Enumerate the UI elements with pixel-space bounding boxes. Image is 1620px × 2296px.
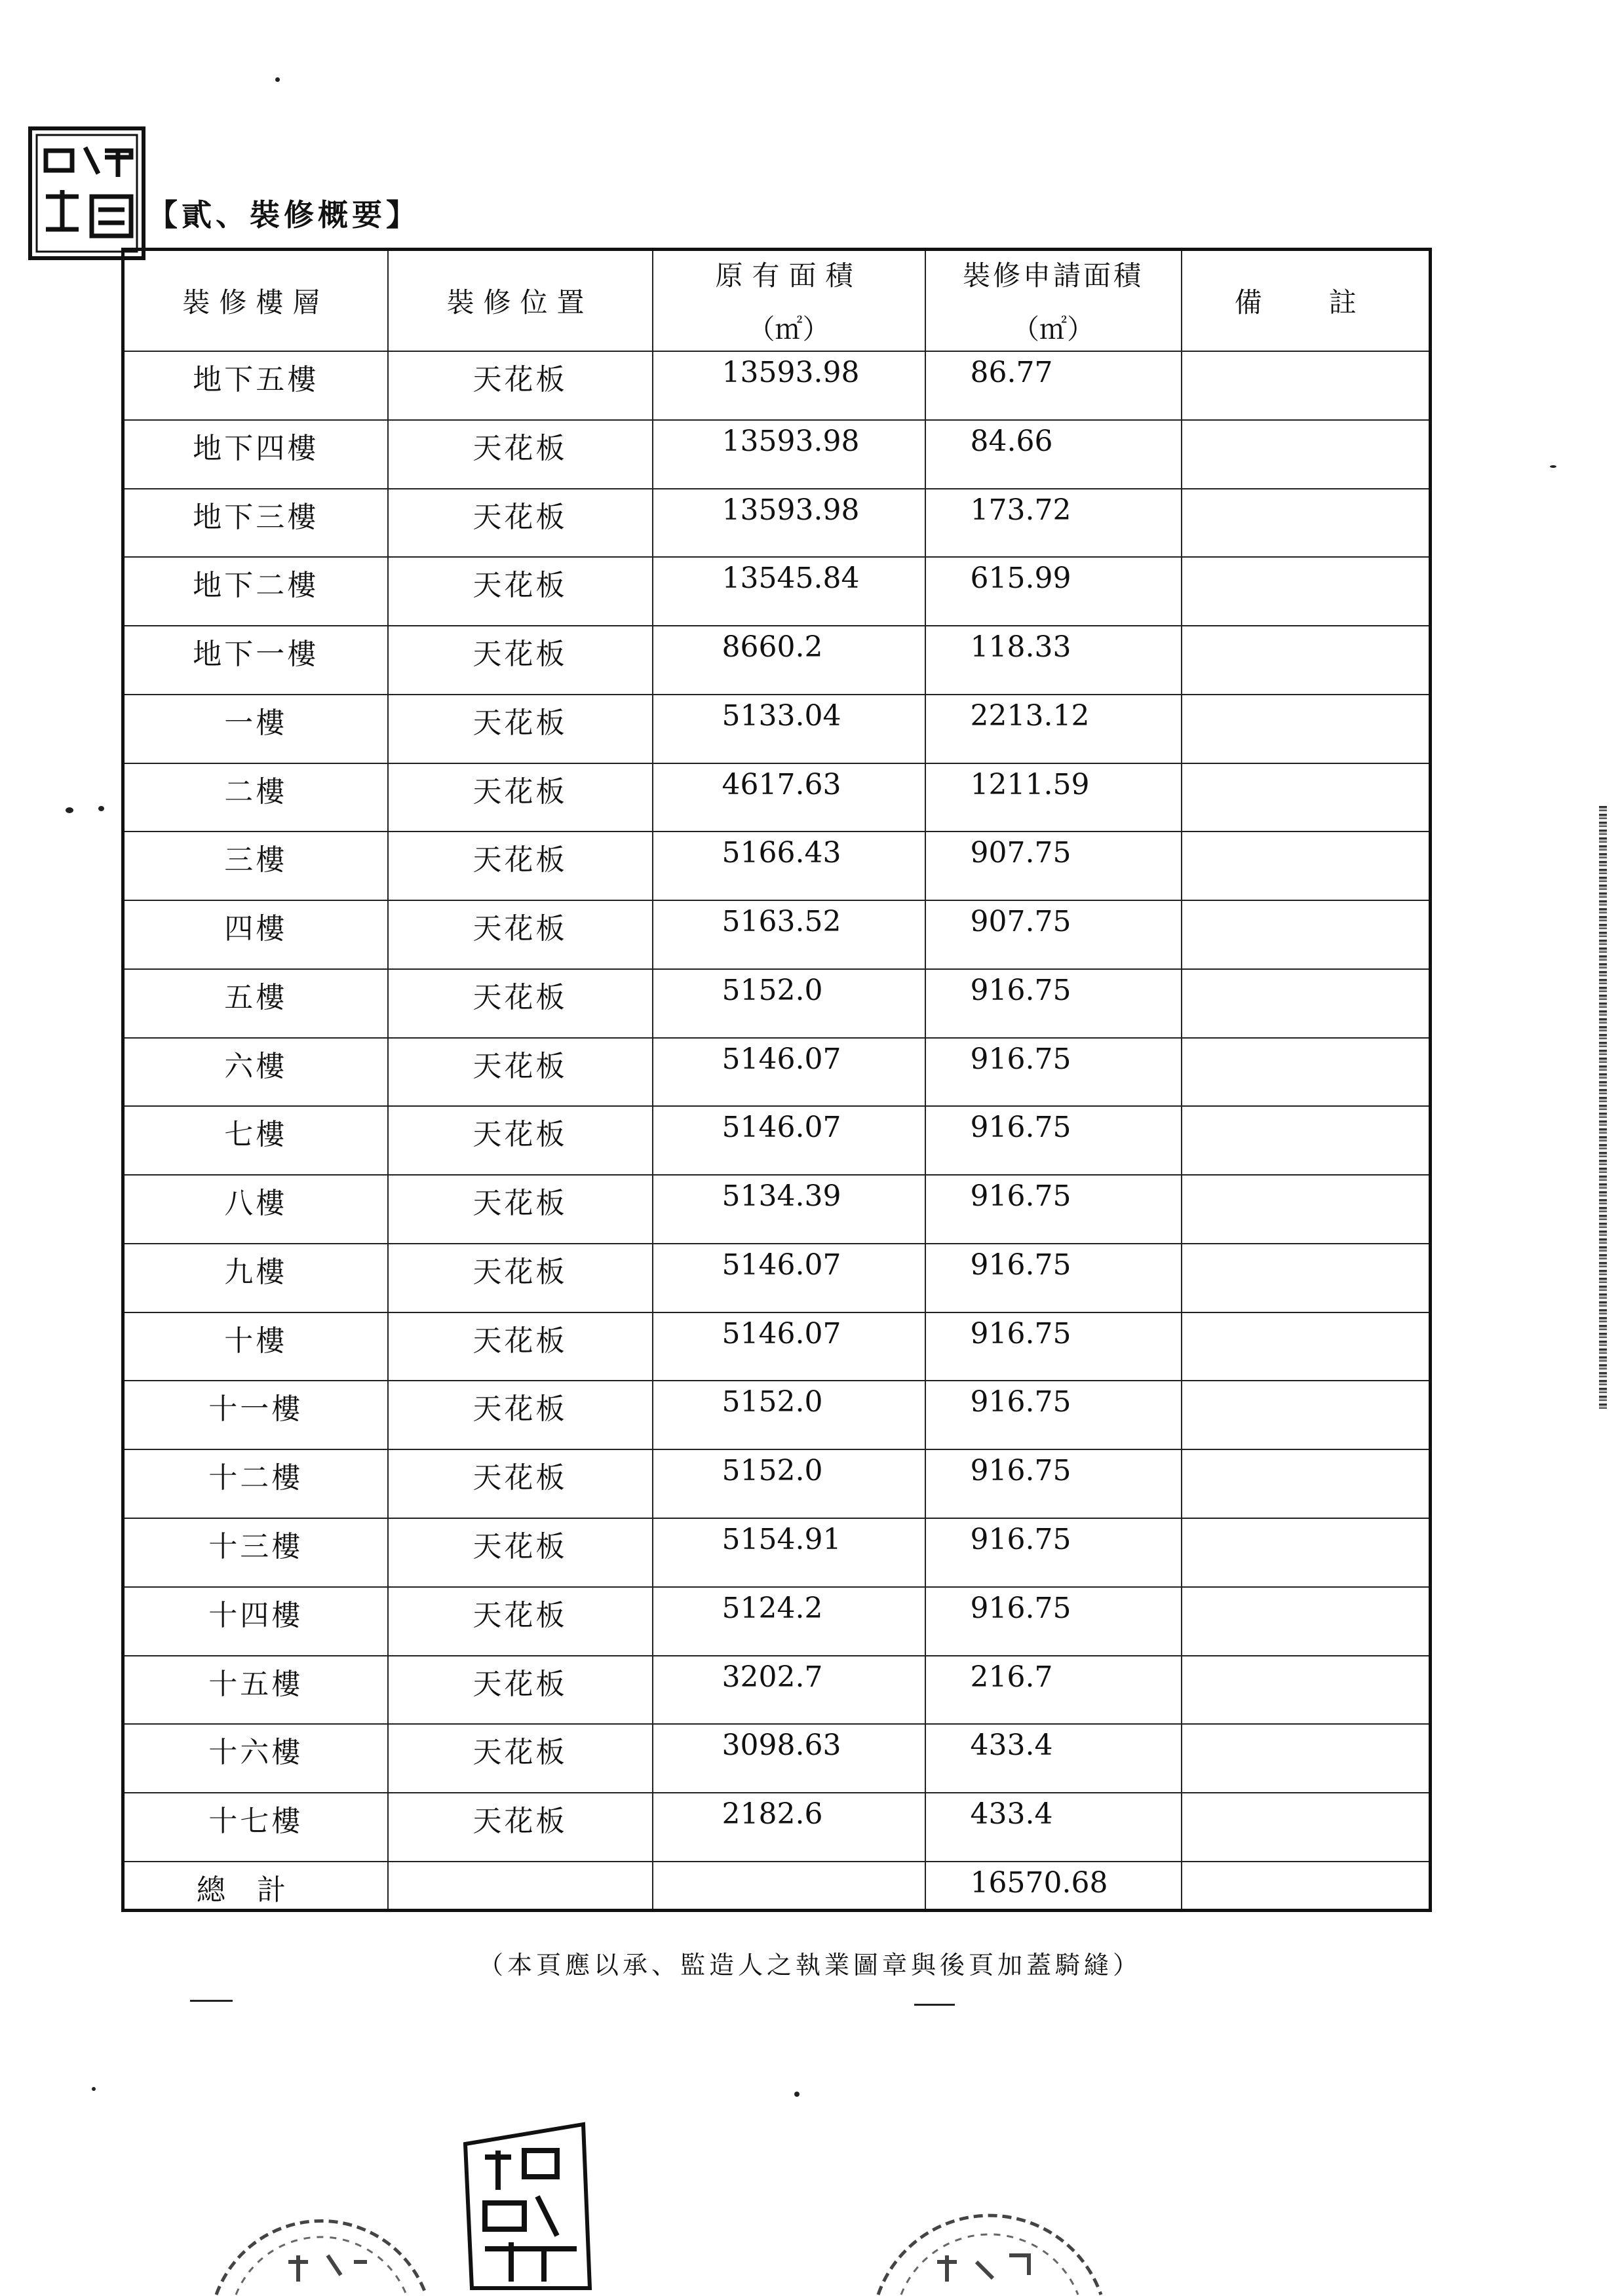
footnote: （本頁應以承、監造人之執業圖章與後頁加蓋騎縫） (478, 1951, 1142, 1980)
applied-area-cell: 907.75 (925, 900, 1182, 969)
original-area-cell: 5163.52 (653, 900, 925, 969)
divider (190, 2000, 233, 2002)
table-row (123, 1587, 1431, 1656)
header-applied-area (925, 250, 1182, 352)
applied-area-cell: 916.75 (925, 1312, 1182, 1381)
table-row (123, 900, 1431, 969)
table-row (123, 1312, 1431, 1381)
header-original-area (653, 250, 925, 352)
table-row (123, 1656, 1431, 1725)
square-seal-icon (459, 2110, 596, 2296)
original-area-cell: 13593.98 (653, 489, 925, 558)
applied-area-cell: 173.72 (925, 489, 1182, 558)
remark-cell (1182, 832, 1431, 900)
position-cell: 天花板 (388, 1518, 653, 1587)
renovation-summary-table (121, 248, 1432, 1912)
applied-area-cell: 916.75 (925, 1587, 1182, 1656)
original-area-cell: 8660.2 (653, 626, 925, 695)
remark-cell (1182, 1175, 1431, 1244)
scan-speck (92, 2087, 96, 2091)
remark-cell (1182, 1518, 1431, 1587)
floor-cell: 十七樓 (123, 1793, 388, 1862)
position-cell: 天花板 (388, 1656, 653, 1725)
floor-cell: 地下三樓 (123, 489, 388, 558)
original-area-cell: 5146.07 (653, 1244, 925, 1312)
applied-area-cell: 916.75 (925, 1038, 1182, 1107)
remark-cell (1182, 626, 1431, 695)
position-cell: 天花板 (388, 900, 653, 969)
table-row (123, 1724, 1431, 1793)
original-area-cell: 5146.07 (653, 1312, 925, 1381)
applied-area-cell: 916.75 (925, 1518, 1182, 1587)
position-cell: 天花板 (388, 1724, 653, 1793)
original-area-cell: 4617.63 (653, 763, 925, 832)
remark-cell (1182, 351, 1431, 420)
remark-cell (1182, 763, 1431, 832)
position-cell: 天花板 (388, 351, 653, 420)
position-cell: 天花板 (388, 832, 653, 900)
applied-area-cell: 916.75 (925, 1381, 1182, 1449)
position-cell: 天花板 (388, 1106, 653, 1175)
table-row (123, 1106, 1431, 1175)
header-applied-area-unit: （㎡） (1011, 313, 1094, 345)
original-area-cell: 5133.04 (653, 695, 925, 763)
header-original-area-label: 原有面積 (715, 259, 862, 292)
position-cell: 天花板 (388, 1381, 653, 1449)
table-row (123, 763, 1431, 832)
remark-cell (1182, 420, 1431, 489)
applied-area-cell: 916.75 (925, 1244, 1182, 1312)
original-area-cell: 5124.2 (653, 1587, 925, 1656)
total-original (653, 1862, 925, 1911)
original-area-cell: 13593.98 (653, 420, 925, 489)
applied-area-cell: 916.75 (925, 969, 1182, 1038)
remark-cell (1182, 489, 1431, 558)
applied-area-cell: 916.75 (925, 1175, 1182, 1244)
remark-cell (1182, 1106, 1431, 1175)
table-row (123, 1793, 1431, 1862)
position-cell: 天花板 (388, 489, 653, 558)
remark-cell (1182, 1038, 1431, 1107)
table-row (123, 626, 1431, 695)
applied-area-cell: 84.66 (925, 420, 1182, 489)
applied-area-cell: 2213.12 (925, 695, 1182, 763)
position-cell: 天花板 (388, 969, 653, 1038)
table-row (123, 1381, 1431, 1449)
floor-cell: 一樓 (123, 695, 388, 763)
total-applied-area: 16570.68 (925, 1862, 1182, 1911)
floor-cell: 三樓 (123, 832, 388, 900)
remark-cell (1182, 1656, 1431, 1725)
floor-cell: 十一樓 (123, 1381, 388, 1449)
table-row (123, 832, 1431, 900)
applied-area-cell: 615.99 (925, 557, 1182, 626)
floor-cell: 九樓 (123, 1244, 388, 1312)
scan-speck (794, 2092, 800, 2097)
floor-cell: 十六樓 (123, 1724, 388, 1793)
floor-cell: 六樓 (123, 1038, 388, 1107)
remark-cell (1182, 969, 1431, 1038)
original-area-cell: 5154.91 (653, 1518, 925, 1587)
position-cell: 天花板 (388, 763, 653, 832)
floor-cell: 地下四樓 (123, 420, 388, 489)
applied-area-cell: 216.7 (925, 1656, 1182, 1725)
floor-cell: 八樓 (123, 1175, 388, 1244)
floor-cell: 五樓 (123, 969, 388, 1038)
total-row (123, 1862, 1431, 1911)
position-cell: 天花板 (388, 695, 653, 763)
position-cell: 天花板 (388, 1175, 653, 1244)
total-position (388, 1862, 653, 1911)
divider (914, 2004, 955, 2006)
table-row (123, 1244, 1431, 1312)
applied-area-cell: 1211.59 (925, 763, 1182, 832)
round-seal-icon (210, 2162, 433, 2296)
round-seal-icon (872, 2162, 1108, 2296)
floor-cell: 地下一樓 (123, 626, 388, 695)
remark-cell (1182, 1381, 1431, 1449)
original-area-cell: 13593.98 (653, 351, 925, 420)
applied-area-cell: 916.75 (925, 1106, 1182, 1175)
floor-cell: 四樓 (123, 900, 388, 969)
remark-cell (1182, 1587, 1431, 1656)
remark-cell (1182, 695, 1431, 763)
original-area-cell: 3098.63 (653, 1724, 925, 1793)
floor-cell: 十二樓 (123, 1449, 388, 1518)
remark-cell (1182, 557, 1431, 626)
position-cell: 天花板 (388, 1793, 653, 1862)
position-cell: 天花板 (388, 420, 653, 489)
table-row (123, 489, 1431, 558)
table-row (123, 1038, 1431, 1107)
position-cell: 天花板 (388, 1038, 653, 1107)
section-title: 【貳、裝修概要】 (147, 197, 420, 233)
applied-area-cell: 907.75 (925, 832, 1182, 900)
floor-cell: 十五樓 (123, 1656, 388, 1725)
applied-area-cell: 433.4 (925, 1793, 1182, 1862)
original-area-cell: 5146.07 (653, 1038, 925, 1107)
remark-cell (1182, 1793, 1431, 1862)
scan-speck (1550, 465, 1556, 468)
scan-speck (66, 807, 73, 813)
table-row (123, 1449, 1431, 1518)
position-cell: 天花板 (388, 1244, 653, 1312)
table-row (123, 420, 1431, 489)
applied-area-cell: 86.77 (925, 351, 1182, 420)
table-row (123, 1518, 1431, 1587)
remark-cell (1182, 1724, 1431, 1793)
floor-cell: 十樓 (123, 1312, 388, 1381)
scan-edge-artifact (1599, 806, 1607, 1409)
table-row (123, 695, 1431, 763)
original-area-cell: 5134.39 (653, 1175, 925, 1244)
header-applied-area-label: 裝修申請面積 (962, 259, 1144, 292)
original-area-cell: 5146.07 (653, 1106, 925, 1175)
position-cell: 天花板 (388, 557, 653, 626)
floor-cell: 七樓 (123, 1106, 388, 1175)
original-area-cell: 5152.0 (653, 969, 925, 1038)
floor-cell: 十四樓 (123, 1587, 388, 1656)
floor-cell: 地下二樓 (123, 557, 388, 626)
remark-cell (1182, 1244, 1431, 1312)
total-label: 總計 (123, 1862, 388, 1911)
scan-speck (275, 77, 280, 82)
floor-cell: 二樓 (123, 763, 388, 832)
position-cell: 天花板 (388, 1587, 653, 1656)
remark-cell (1182, 900, 1431, 969)
original-area-cell: 5152.0 (653, 1381, 925, 1449)
original-area-cell: 5166.43 (653, 832, 925, 900)
floor-cell: 十三樓 (123, 1518, 388, 1587)
original-area-cell: 3202.7 (653, 1656, 925, 1725)
table-row (123, 1175, 1431, 1244)
header-position: 裝修位置 (388, 250, 653, 352)
scan-speck (98, 806, 104, 811)
applied-area-cell: 433.4 (925, 1724, 1182, 1793)
position-cell: 天花板 (388, 626, 653, 695)
floor-cell: 地下五樓 (123, 351, 388, 420)
total-remark (1182, 1862, 1431, 1911)
original-area-cell: 5152.0 (653, 1449, 925, 1518)
position-cell: 天花板 (388, 1312, 653, 1381)
header-original-area-unit: （㎡） (747, 313, 830, 345)
header-floor: 裝修樓層 (123, 250, 388, 352)
table-row (123, 969, 1431, 1038)
remark-cell (1182, 1312, 1431, 1381)
square-seal-icon (26, 124, 147, 262)
table-row (123, 557, 1431, 626)
original-area-cell: 2182.6 (653, 1793, 925, 1862)
remark-cell (1182, 1449, 1431, 1518)
original-area-cell: 13545.84 (653, 557, 925, 626)
header-remarks: 備 註 (1182, 250, 1431, 352)
applied-area-cell: 118.33 (925, 626, 1182, 695)
position-cell: 天花板 (388, 1449, 653, 1518)
table-header-row (123, 250, 1431, 352)
applied-area-cell: 916.75 (925, 1449, 1182, 1518)
table-row (123, 351, 1431, 420)
